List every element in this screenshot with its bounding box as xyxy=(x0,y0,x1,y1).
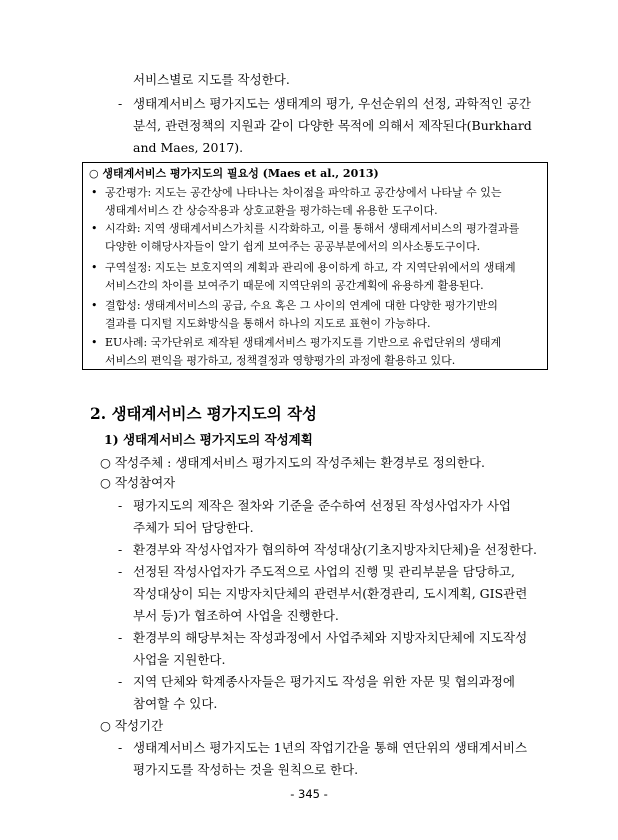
paragraph-line: 환경부와 작성사업자가 협의하여 작성대상(기초지방자치단체)을 선정한다. xyxy=(133,542,537,557)
paragraph-line: 평가지도를 작성하는 것을 원칙으로 한다. xyxy=(133,762,359,777)
circle-item: ○ 작성기간 xyxy=(100,718,164,733)
info-box-line: 생태계서비스 간 상승작용과 상호교환을 평가하는데 유용한 도구이다. xyxy=(105,204,438,217)
paragraph-line: 생태계서비스 평가지도는 1년의 작업기간을 통해 연단위의 생태계서비스 xyxy=(133,740,528,755)
bullet-marker: • xyxy=(91,336,98,349)
dash-marker: - xyxy=(118,96,123,111)
circle-item: ○ 작성주체 : 생태계서비스 평가지도의 작성주체는 환경부로 정의한다. xyxy=(100,455,486,470)
paragraph-line: 주체가 되어 담당한다. xyxy=(133,520,254,535)
paragraph-line: and Maes, 2017). xyxy=(133,140,244,155)
dash-marker: - xyxy=(118,498,123,513)
info-box-line: 서비스간의 차이를 보여주기 때문에 지역단위의 공간계획에 유용하게 활용된다. xyxy=(105,279,484,292)
info-box-line: 시각화: 지역 생태계서비스가치를 시각화하고, 이를 통해서 생태계서비스의 평가결과를 xyxy=(105,222,520,235)
section-heading: 2. 생태계서비스 평가지도의 작성 xyxy=(90,404,318,423)
info-box xyxy=(82,162,548,370)
info-box-line: 구역설정: 지도는 보호지역의 계획과 관리에 용이하게 하고, 각 지역단위에서의 생태계 xyxy=(105,261,516,274)
bullet-marker: • xyxy=(91,186,98,199)
dash-marker: - xyxy=(118,740,123,755)
info-box-line: 다양한 이해당사자들이 알기 쉽게 보여주는 공공부분에서의 의사소통도구이다. xyxy=(105,240,481,253)
paragraph-line: 참여할 수 있다. xyxy=(133,696,218,711)
bullet-marker: • xyxy=(91,299,98,312)
paragraph-line: 평가지도의 제작은 절차와 기준을 준수하여 선정된 작성사업자가 사업 xyxy=(133,498,511,513)
paragraph-line: 생태계서비스 평가지도는 생태계의 평가, 우선순위의 선정, 과학적인 공간 xyxy=(133,96,532,111)
paragraph-line: 지역 단체와 학계종사자들은 평가지도 작성을 위한 자문 및 협의과정에 xyxy=(133,674,515,689)
info-box-line: EU사례: 국가단위로 제작된 생태계서비스 평가지도를 기반으로 유럽단위의 생태계 xyxy=(105,336,502,349)
dash-marker: - xyxy=(118,542,123,557)
dash-marker: - xyxy=(118,674,123,689)
page-number: - 345 - xyxy=(290,787,328,801)
subsection-heading: 1) 생태계서비스 평가지도의 작성계획 xyxy=(104,432,313,447)
circle-item: ○ 작성참여자 xyxy=(100,475,176,490)
paragraph-line: 사업을 지원한다. xyxy=(133,652,226,667)
info-box-title: ○ 생태계서비스 평가지도의 필요성 (Maes et al., 2013) xyxy=(89,167,379,180)
info-box-line: 결과를 디지털 지도화방식을 통해서 하나의 지도로 표현이 가능하다. xyxy=(105,317,431,330)
paragraph-line: 작성대상이 되는 지방자치단체의 관련부서(환경관리, 도시계획, GIS관련 xyxy=(133,586,528,601)
paragraph-line: 분석, 관련정책의 지원과 같이 다양한 목적에 의해서 제작된다(Burkhard xyxy=(133,118,532,133)
info-box-line: 공간평가: 지도는 공간상에 나타나는 차이점을 파악하고 공간상에서 나타날 수 있는 xyxy=(105,186,502,199)
dash-marker: - xyxy=(118,630,123,645)
paragraph-line: 선정된 작성사업자가 주도적으로 사업의 진행 및 관리부분을 담당하고, xyxy=(133,564,515,579)
bullet-marker: • xyxy=(91,222,98,235)
info-box-line: 결합성: 생태계서비스의 공급, 수요 혹은 그 사이의 연계에 대한 다양한 평가기반의 xyxy=(105,299,498,312)
dash-marker: - xyxy=(118,564,123,579)
paragraph-line: 부서 등)가 협조하여 사업을 진행한다. xyxy=(133,608,339,623)
bullet-marker: • xyxy=(91,261,98,274)
info-box-line: 서비스의 편익을 평가하고, 정책결정과 영향평가의 과정에 활용하고 있다. xyxy=(105,354,456,367)
paragraph-line: 서비스별로 지도를 작성한다. xyxy=(133,72,290,87)
paragraph-line: 환경부의 해당부처는 작성과정에서 사업주체와 지방자치단체에 지도작성 xyxy=(133,630,528,645)
